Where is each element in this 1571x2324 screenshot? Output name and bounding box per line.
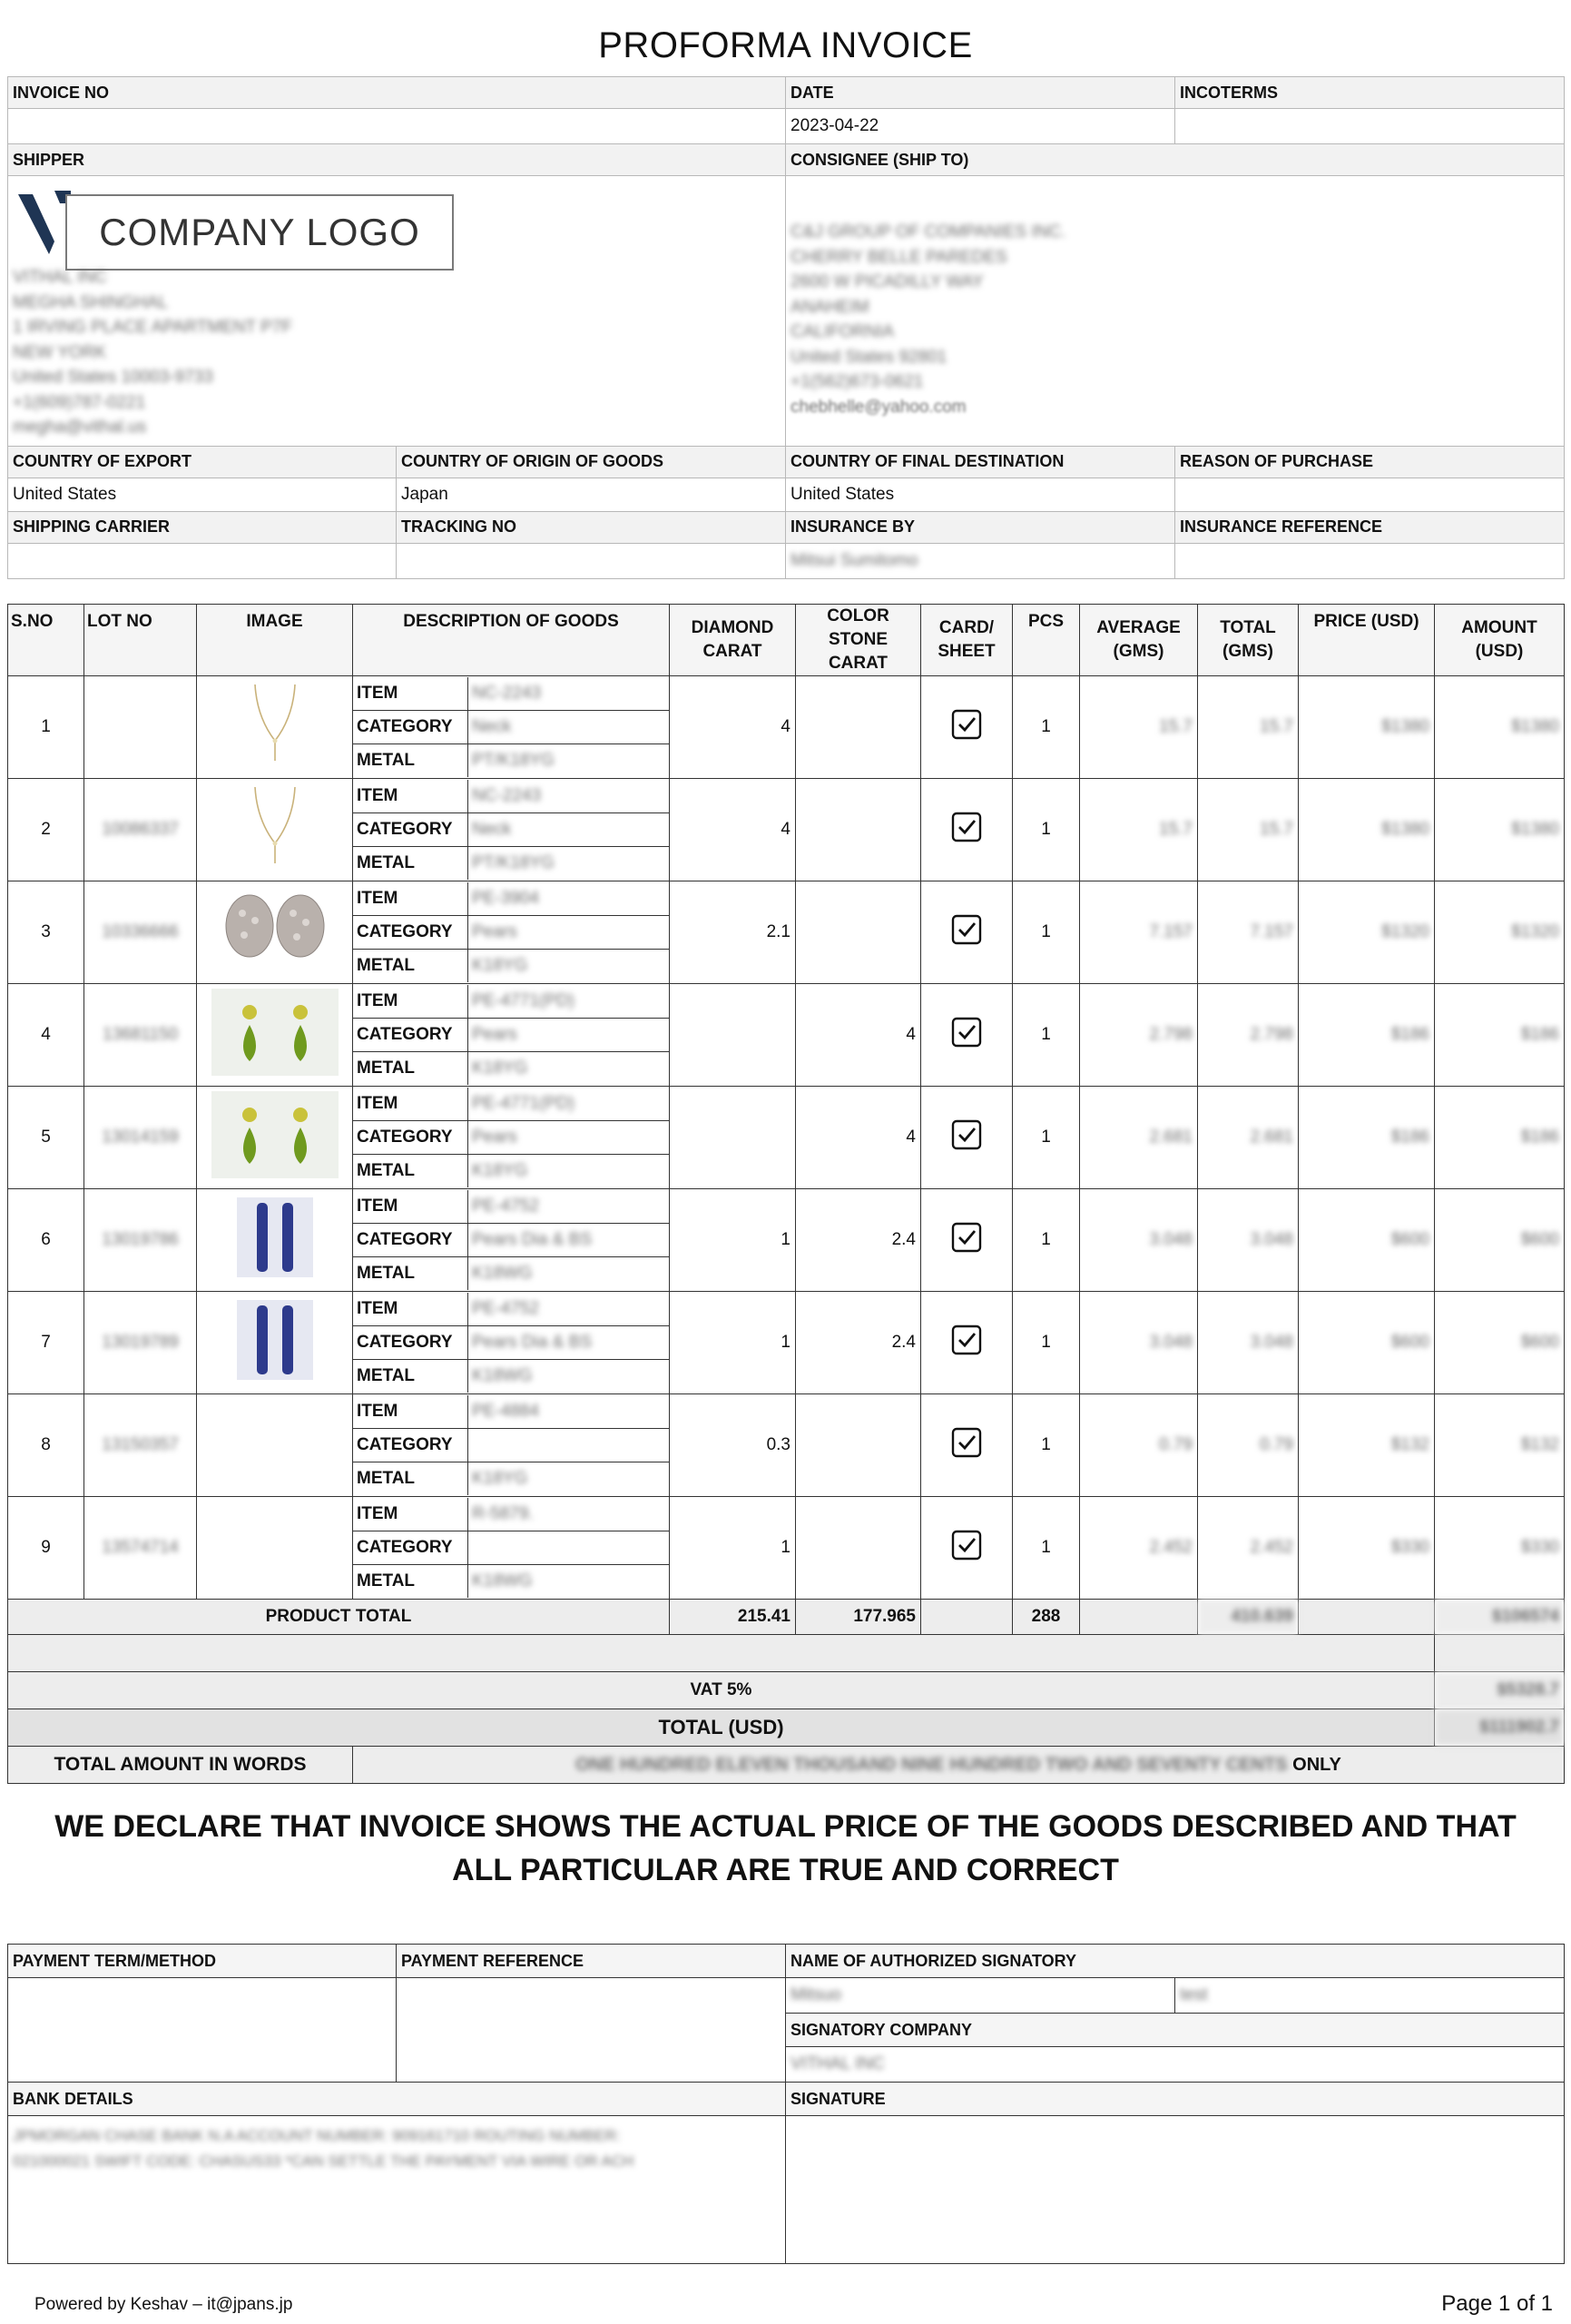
insurance-ref-label: INSURANCE REFERENCE (1175, 511, 1565, 543)
payment-term-label: PAYMENT TERM/METHOD (8, 1945, 397, 1978)
blank-cell (1435, 1635, 1565, 1672)
total-gms-cell: 15.7 (1198, 779, 1299, 881)
col-sno: S.NO (8, 605, 84, 676)
invoice-no-label: INVOICE NO (8, 77, 786, 109)
card-sheet-cell (921, 1292, 1013, 1394)
shipper-line: megha@vithal.us (13, 418, 147, 437)
declaration: WE DECLARE THAT INVOICE SHOWS THE ACTUAL PRICE OF THE GOODS DESCRIBED AND THAT ALL PARTICULAR ARE TRUE AND CORRECT (54, 1809, 1517, 1887)
total-gms-cell: 2.798 (1198, 984, 1299, 1087)
item-image (197, 779, 353, 881)
description-cell (353, 984, 670, 1087)
category-value (468, 1531, 670, 1565)
description-cell (353, 676, 670, 779)
sno-cell: 9 (8, 1497, 84, 1600)
average-gms-cell: 15.7 (1080, 779, 1198, 881)
diamond-carat-cell: 4 (670, 779, 796, 881)
lot-no-cell: 13019789 (84, 1292, 197, 1394)
card-sheet-cell (921, 881, 1013, 984)
item-image (197, 881, 353, 984)
lot-no-cell: 13574714 (84, 1497, 197, 1600)
description-cell (353, 1292, 670, 1394)
price-cell: $186 (1299, 1087, 1435, 1189)
invoice-no-value (8, 109, 786, 144)
words-suffix: ONLY (1287, 1754, 1341, 1775)
description-cell (353, 1394, 670, 1497)
metal-value: K18YG (468, 950, 670, 983)
amount-cell: $1380 (1435, 779, 1565, 881)
category-key: CATEGORY (353, 1019, 468, 1052)
category-value: Neck (468, 711, 670, 744)
item-image (197, 1189, 353, 1292)
table-row (8, 1394, 1565, 1497)
metal-value: K18YG (468, 1052, 670, 1086)
category-key: CATEGORY (353, 1224, 468, 1257)
col-lot-no: LOT NO (84, 605, 197, 676)
category-value: Pears (468, 1019, 670, 1052)
item-value: PE-4771(PD) (468, 1088, 670, 1121)
country-export-label: COUNTRY OF EXPORT (8, 446, 397, 478)
signature-label: SIGNATURE (786, 2083, 1565, 2116)
col-card-sheet: CARD/ SHEET (921, 605, 1013, 676)
metal-value: K18WG (468, 1257, 670, 1291)
average-gms-cell: 7.157 (1080, 881, 1198, 984)
table-row (8, 779, 1565, 881)
payment-term-value (8, 1978, 397, 2083)
country-export-value: United States (8, 478, 397, 511)
category-key: CATEGORY (353, 711, 468, 744)
total-gms-cell: 3.048 (1198, 1292, 1299, 1394)
total-gms-cell: 2.681 (1198, 1087, 1299, 1189)
sno-cell: 1 (8, 676, 84, 779)
category-value (468, 1429, 670, 1462)
metal-key: METAL (353, 1155, 468, 1188)
shipper-line: MEGHA SHINGHAL (13, 292, 169, 312)
card-sheet-cell (921, 779, 1013, 881)
color-stone-cell (796, 881, 921, 984)
item-key: ITEM (353, 1395, 468, 1429)
item-value: PE-4752 (468, 1293, 670, 1326)
table-row (8, 1087, 1565, 1189)
color-stone-cell (796, 1497, 921, 1600)
item-key: ITEM (353, 1498, 468, 1531)
signatory-first-name: Mitsuo (786, 1978, 1175, 2014)
lot-no-cell: 13681150 (84, 984, 197, 1087)
col-color-stone-carat: COLOR STONE CARAT (796, 605, 921, 676)
invoice-header-table (7, 76, 1565, 579)
metal-value: K18YG (468, 1462, 670, 1496)
category-key: CATEGORY (353, 1326, 468, 1360)
average-gms-cell: 3.048 (1080, 1189, 1198, 1292)
words-row (8, 1747, 1565, 1784)
col-diamond-carat: DIAMOND CARAT (670, 605, 796, 676)
signatory-company-label: SIGNATORY COMPANY (786, 2014, 1565, 2047)
lot-no-cell: 10336666 (84, 881, 197, 984)
checkbox-checked-icon (951, 1427, 982, 1458)
signature-area (786, 2116, 1565, 2264)
item-value: NC-2243 (468, 780, 670, 813)
total-diamond: 215.41 (670, 1600, 796, 1635)
grand-total-label: TOTAL (USD) (8, 1709, 1435, 1747)
total-gms-cell: 7.157 (1198, 881, 1299, 984)
col-total-gms: TOTAL (GMS) (1198, 605, 1299, 676)
payment-reference-value (397, 1978, 786, 2083)
amount-cell: $1380 (1435, 676, 1565, 779)
card-sheet-cell (921, 1394, 1013, 1497)
pcs-cell: 1 (1013, 984, 1080, 1087)
pcs-cell: 1 (1013, 1189, 1080, 1292)
description-cell (353, 881, 670, 984)
blank-row (8, 1635, 1565, 1672)
vat-row (8, 1672, 1565, 1709)
metal-key: METAL (353, 1565, 468, 1599)
metal-value: PT/K18YG (468, 847, 670, 881)
checkbox-checked-icon (951, 914, 982, 945)
diamond-carat-cell (670, 1087, 796, 1189)
incoterms-label: INCOTERMS (1175, 77, 1565, 109)
tracking-label: TRACKING NO (397, 511, 786, 543)
words-value-cell (353, 1747, 1565, 1784)
consignee-line: chebhelle@yahoo.com (790, 397, 967, 417)
consignee-line: United States 92801 (790, 347, 948, 367)
amount-cell: $330 (1435, 1497, 1565, 1600)
average-gms-cell: 2.452 (1080, 1497, 1198, 1600)
item-image (197, 676, 353, 779)
carrier-value (8, 543, 397, 578)
signatory-label: NAME OF AUTHORIZED SIGNATORY (786, 1945, 1565, 1978)
price-cell: $1320 (1299, 881, 1435, 984)
total-color: 177.965 (796, 1600, 921, 1635)
lot-no-cell: 10086337 (84, 779, 197, 881)
col-pcs: PCS (1013, 605, 1080, 676)
metal-key: METAL (353, 847, 468, 881)
col-description: DESCRIPTION OF GOODS (353, 605, 670, 676)
vat-amount: $5328.7 (1435, 1672, 1565, 1709)
average-gms-cell: 2.798 (1080, 984, 1198, 1087)
metal-key: METAL (353, 744, 468, 778)
shipper-label: SHIPPER (8, 144, 786, 176)
table-row (8, 1292, 1565, 1394)
consignee-line: 2600 W PICADILLY WAY (790, 272, 984, 291)
average-gms-cell: 2.681 (1080, 1087, 1198, 1189)
price-cell: $1380 (1299, 676, 1435, 779)
amount-cell: $186 (1435, 1087, 1565, 1189)
metal-key: METAL (353, 1462, 468, 1496)
total-pcs: 288 (1013, 1600, 1080, 1635)
tracking-value (397, 543, 786, 578)
bank-details-label: BANK DETAILS (8, 2083, 786, 2116)
category-value: Neck (468, 813, 670, 847)
category-key: CATEGORY (353, 1429, 468, 1462)
diamond-carat-cell: 1 (670, 1189, 796, 1292)
reason-label: REASON OF PURCHASE (1175, 446, 1565, 478)
table-row (8, 984, 1565, 1087)
pcs-cell: 1 (1013, 676, 1080, 779)
product-total-label: PRODUCT TOTAL (8, 1600, 670, 1635)
diamond-carat-cell: 1 (670, 1292, 796, 1394)
incoterms-value (1175, 109, 1565, 144)
diamond-carat-cell: 0.3 (670, 1394, 796, 1497)
amount-cell: $132 (1435, 1394, 1565, 1497)
color-stone-cell: 2.4 (796, 1189, 921, 1292)
color-stone-cell (796, 779, 921, 881)
checkbox-checked-icon (951, 1222, 982, 1253)
lot-no-cell (84, 676, 197, 779)
color-stone-cell: 4 (796, 1087, 921, 1189)
pcs-cell: 1 (1013, 1087, 1080, 1189)
description-cell (353, 1087, 670, 1189)
category-value: Pears Dia & BS (468, 1326, 670, 1360)
amount-cell: $186 (1435, 984, 1565, 1087)
price-cell: $330 (1299, 1497, 1435, 1600)
signatory-last-name: test (1175, 1978, 1565, 2014)
card-sheet-cell (921, 1497, 1013, 1600)
card-sheet-cell (921, 676, 1013, 779)
item-key: ITEM (353, 882, 468, 916)
shipper-block (8, 176, 786, 447)
shipper-line: 1 IRVING PLACE APARTMENT P7F (13, 318, 292, 337)
pcs-cell: 1 (1013, 1497, 1080, 1600)
metal-key: METAL (353, 1360, 468, 1393)
table-row (8, 1189, 1565, 1292)
words-label: TOTAL AMOUNT IN WORDS (8, 1747, 353, 1784)
sno-cell: 2 (8, 779, 84, 881)
price-cell: $1380 (1299, 779, 1435, 881)
items-header-row (8, 605, 1565, 676)
amount-cell: $1320 (1435, 881, 1565, 984)
total-gms: 410.639 (1198, 1600, 1299, 1635)
company-logo-text: COMPANY LOGO (65, 194, 454, 271)
checkbox-checked-icon (951, 709, 982, 740)
category-key: CATEGORY (353, 916, 468, 950)
carrier-label: SHIPPING CARRIER (8, 511, 397, 543)
diamond-carat-cell: 4 (670, 676, 796, 779)
sno-cell: 7 (8, 1292, 84, 1394)
blank-cell (8, 1635, 1435, 1672)
powered-by: Powered by Keshav – it@jpans.jp (34, 2295, 293, 2314)
item-value: PE-3904 (468, 882, 670, 916)
consignee-label: CONSIGNEE (SHIP TO) (786, 144, 1565, 176)
metal-key: METAL (353, 1257, 468, 1291)
col-amount-usd: AMOUNT (USD) (1435, 605, 1565, 676)
page-number: Page 1 of 1 (1441, 2291, 1553, 2316)
table-row (8, 676, 1565, 779)
sno-cell: 3 (8, 881, 84, 984)
category-value: Pears Dia & BS (468, 1224, 670, 1257)
checkbox-checked-icon (951, 1119, 982, 1150)
color-stone-cell: 2.4 (796, 1292, 921, 1394)
date-label: DATE (786, 77, 1175, 109)
total-gms-cell: 0.79 (1198, 1394, 1299, 1497)
payment-reference-label: PAYMENT REFERENCE (397, 1945, 786, 1978)
item-image (197, 984, 353, 1087)
price-cell: $186 (1299, 984, 1435, 1087)
color-stone-cell: 4 (796, 984, 921, 1087)
price-cell: $600 (1299, 1292, 1435, 1394)
description-cell (353, 1497, 670, 1600)
vat-label: VAT 5% (8, 1672, 1435, 1709)
logo-mark-icon (18, 191, 71, 254)
total-card-sheet (921, 1600, 1013, 1635)
signatory-company-value: VITHAL INC (786, 2047, 1565, 2083)
color-stone-cell (796, 1394, 921, 1497)
item-image (197, 1394, 353, 1497)
grand-total-row (8, 1709, 1565, 1747)
metal-key: METAL (353, 950, 468, 983)
shipper-line: VITHAL INC (13, 268, 107, 287)
country-origin-label: COUNTRY OF ORIGIN OF GOODS (397, 446, 786, 478)
item-value: PE-4884 (468, 1395, 670, 1429)
pcs-cell: 1 (1013, 779, 1080, 881)
date-value: 2023-04-22 (786, 109, 1175, 144)
lot-no-cell: 13019786 (84, 1189, 197, 1292)
metal-value: PT/K18YG (468, 744, 670, 778)
total-gms-cell: 2.452 (1198, 1497, 1299, 1600)
country-final-label: COUNTRY OF FINAL DESTINATION (786, 446, 1175, 478)
insurance-ref-value (1175, 543, 1565, 578)
amount-cell: $600 (1435, 1292, 1565, 1394)
col-price-usd: PRICE (USD) (1299, 605, 1435, 676)
metal-value: K18WG (468, 1360, 670, 1393)
diamond-carat-cell: 2.1 (670, 881, 796, 984)
category-key: CATEGORY (353, 1121, 468, 1155)
consignee-block (786, 176, 1565, 447)
metal-value: K18WG (468, 1565, 670, 1599)
category-key: CATEGORY (353, 813, 468, 847)
average-gms-cell: 3.048 (1080, 1292, 1198, 1394)
checkbox-checked-icon (951, 1530, 982, 1561)
company-logo (13, 182, 781, 265)
country-final-value: United States (786, 478, 1175, 511)
insurance-by-value: Mitsui Sumitomo (786, 543, 1175, 578)
average-gms-cell: 0.79 (1080, 1394, 1198, 1497)
bank-details-block (8, 2116, 786, 2264)
metal-key: METAL (353, 1052, 468, 1086)
item-key: ITEM (353, 1088, 468, 1121)
total-gms-cell: 3.048 (1198, 1189, 1299, 1292)
category-key: CATEGORY (353, 1531, 468, 1565)
sno-cell: 5 (8, 1087, 84, 1189)
consignee-line: C&J GROUP OF COMPANIES INC. (790, 222, 1066, 241)
item-key: ITEM (353, 780, 468, 813)
item-value: PE-4752 (468, 1190, 670, 1224)
pcs-cell: 1 (1013, 881, 1080, 984)
reason-value (1175, 478, 1565, 511)
country-origin-value: Japan (397, 478, 786, 511)
item-key: ITEM (353, 1190, 468, 1224)
total-gms-cell: 15.7 (1198, 676, 1299, 779)
card-sheet-cell (921, 984, 1013, 1087)
amount-cell: $600 (1435, 1189, 1565, 1292)
sno-cell: 6 (8, 1189, 84, 1292)
price-cell: $132 (1299, 1394, 1435, 1497)
item-value: R-5879. (468, 1498, 670, 1531)
consignee-line: ANAHEIM (790, 297, 869, 317)
words-value: ONE HUNDRED ELEVEN THOUSAND NINE HUNDRED TWO AND SEVENTY CENTS (575, 1754, 1288, 1775)
col-average-gms: AVERAGE (GMS) (1080, 605, 1198, 676)
item-image (197, 1292, 353, 1394)
table-row (8, 1497, 1565, 1600)
payment-table (7, 1944, 1565, 2264)
consignee-line: +1(562)673-0621 (790, 372, 924, 391)
items-table (7, 604, 1565, 1784)
item-key: ITEM (353, 1293, 468, 1326)
diamond-carat-cell: 1 (670, 1497, 796, 1600)
lot-no-cell: 13150357 (84, 1394, 197, 1497)
consignee-line: CHERRY BELLE PAREDES (790, 247, 1007, 267)
item-image (197, 1087, 353, 1189)
metal-value: K18YG (468, 1155, 670, 1188)
sno-cell: 4 (8, 984, 84, 1087)
total-price (1299, 1600, 1435, 1635)
grand-total-value: $111902.7 (1435, 1709, 1565, 1747)
category-value: Pears (468, 1121, 670, 1155)
card-sheet-cell (921, 1087, 1013, 1189)
table-row (8, 881, 1565, 984)
total-amount: $106574 (1435, 1600, 1565, 1635)
shipper-line: +1(609)787-0221 (13, 392, 146, 412)
checkbox-checked-icon (951, 1017, 982, 1048)
sno-cell: 8 (8, 1394, 84, 1497)
bank-line: 021000021 SWIFT CODE: CHASUS33 *CAN SETTLE THE PAYMENT VIA WIRE OR ACH (13, 2152, 634, 2170)
insurance-by-label: INSURANCE BY (786, 511, 1175, 543)
pcs-cell: 1 (1013, 1394, 1080, 1497)
item-key: ITEM (353, 985, 468, 1019)
price-cell: $600 (1299, 1189, 1435, 1292)
color-stone-cell (796, 676, 921, 779)
shipper-line: United States 10003-9733 (13, 368, 213, 387)
lot-no-cell: 13014159 (84, 1087, 197, 1189)
card-sheet-cell (921, 1189, 1013, 1292)
pcs-cell: 1 (1013, 1292, 1080, 1394)
average-gms-cell: 15.7 (1080, 676, 1198, 779)
item-image (197, 1497, 353, 1600)
diamond-carat-cell (670, 984, 796, 1087)
bank-line: JPMORGAN CHASE BANK N.A ACCOUNT NUMBER: 909161710 ROUTING NUMBER: (13, 2127, 621, 2144)
item-key: ITEM (353, 677, 468, 711)
col-image: IMAGE (197, 605, 353, 676)
item-value: NC-2243 (468, 677, 670, 711)
shipper-line: NEW YORK (13, 342, 107, 362)
description-cell (353, 1189, 670, 1292)
item-value: PE-4771(PD) (468, 985, 670, 1019)
description-cell (353, 779, 670, 881)
checkbox-checked-icon (951, 812, 982, 842)
checkbox-checked-icon (951, 1324, 982, 1355)
consignee-line: CALIFORNIA (790, 322, 895, 341)
total-average (1080, 1600, 1198, 1635)
category-value: Pears (468, 916, 670, 950)
product-total-row (8, 1600, 1565, 1635)
page-title: PROFORMA INVOICE (598, 25, 973, 65)
